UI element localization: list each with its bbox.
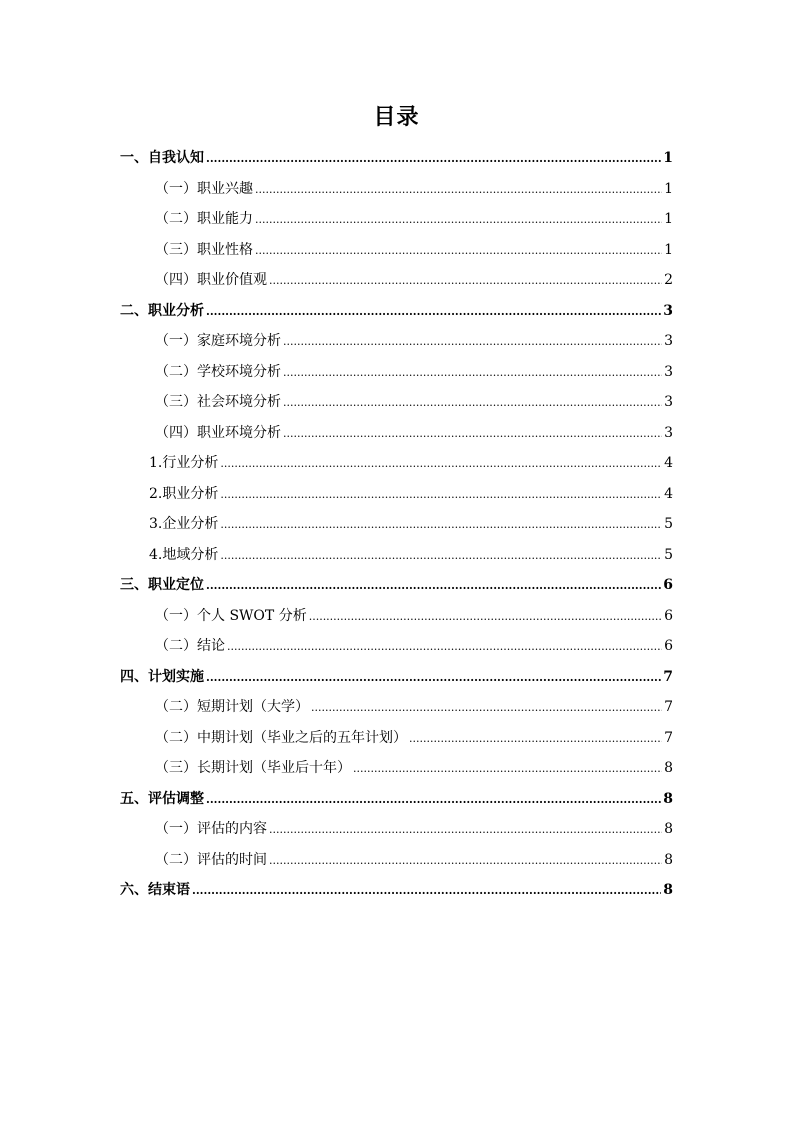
- toc-subsection-entry[interactable]: [155, 757, 673, 779]
- toc-page-number: 8: [664, 760, 673, 776]
- toc-section-entry[interactable]: [120, 879, 673, 901]
- toc-entry-text: （三）社会环境分析: [155, 394, 281, 410]
- toc-section-entry[interactable]: [120, 147, 673, 169]
- toc-page-number: 1: [664, 242, 673, 258]
- toc-page-number: 8: [663, 791, 673, 807]
- toc-dot-leader: [220, 458, 662, 469]
- toc-entry-text: （四）职业价值观: [155, 272, 267, 288]
- toc-subsection-entry[interactable]: [155, 818, 673, 840]
- toc-dot-leader: [227, 641, 662, 652]
- toc-item-entry[interactable]: [149, 452, 673, 474]
- toc-page-number: 4: [664, 486, 673, 502]
- toc-page-number: 1: [663, 150, 673, 166]
- toc-dot-leader: [192, 885, 661, 896]
- toc-entry-text: （三）职业性格: [155, 242, 253, 258]
- toc-dot-leader: [255, 184, 662, 195]
- toc-page-number: 7: [664, 699, 673, 715]
- toc-dot-leader: [255, 245, 662, 256]
- toc-page-number: 8: [663, 882, 673, 898]
- toc-dot-leader: [255, 214, 662, 225]
- toc-page-number: 3: [663, 303, 673, 319]
- toc-entry-text: （一）个人 SWOT 分析: [155, 608, 307, 624]
- toc-subsection-entry[interactable]: [155, 849, 673, 871]
- toc-entry-text: （一）职业兴趣: [155, 181, 253, 197]
- toc-section-entry[interactable]: [120, 300, 673, 322]
- toc-page-number: 7: [663, 669, 673, 685]
- toc-subsection-entry[interactable]: [155, 635, 673, 657]
- toc-page-number: 3: [664, 425, 673, 441]
- toc-dot-leader: [206, 153, 661, 164]
- toc-dot-leader: [311, 702, 662, 713]
- toc-entry-text: （二）中期计划（毕业之后的五年计划）: [155, 730, 407, 746]
- toc-dot-leader: [269, 824, 662, 835]
- toc-page-number: 8: [664, 821, 673, 837]
- toc-dot-leader: [269, 855, 662, 866]
- toc-page-number: 6: [663, 577, 673, 593]
- toc-entry-text: （三）长期计划（毕业后十年）: [155, 760, 351, 776]
- toc-dot-leader: [206, 306, 661, 317]
- toc-page-number: 3: [664, 333, 673, 349]
- toc-page-number: 2: [664, 272, 673, 288]
- toc-entry-text: 4.地域分析: [149, 547, 219, 563]
- toc-page-number: 7: [664, 730, 673, 746]
- toc-entry-text: （二）评估的时间: [155, 852, 267, 868]
- toc-subsection-entry[interactable]: [155, 391, 673, 413]
- toc-dot-leader: [283, 367, 662, 378]
- toc-subsection-entry[interactable]: [155, 269, 673, 291]
- toc-entry-text: 二、职业分析: [120, 303, 204, 319]
- toc-page-number: 6: [664, 608, 673, 624]
- toc-subsection-entry[interactable]: [155, 727, 673, 749]
- toc-dot-leader: [220, 519, 662, 530]
- toc-page-number: 6: [664, 638, 673, 654]
- toc-subsection-entry[interactable]: [155, 330, 673, 352]
- toc-dot-leader: [283, 428, 662, 439]
- toc-subsection-entry[interactable]: [155, 696, 673, 718]
- toc-page-number: 3: [664, 394, 673, 410]
- toc-item-entry[interactable]: [149, 483, 673, 505]
- toc-subsection-entry[interactable]: [155, 361, 673, 383]
- toc-page-number: 5: [664, 516, 673, 532]
- toc-entry-text: 3.企业分析: [149, 516, 219, 532]
- toc-page-number: 3: [664, 364, 673, 380]
- toc-entry-text: 五、评估调整: [120, 791, 204, 807]
- toc-entry-text: 四、计划实施: [120, 669, 204, 685]
- toc-dot-leader: [409, 733, 662, 744]
- toc-entry-text: 2.职业分析: [149, 486, 219, 502]
- toc-entry-text: （一）家庭环境分析: [155, 333, 281, 349]
- toc-dot-leader: [206, 794, 661, 805]
- toc-subsection-entry[interactable]: [155, 178, 673, 200]
- toc-entry-text: 一、自我认知: [120, 150, 204, 166]
- toc-dot-leader: [309, 611, 662, 622]
- toc-entry-text: （二）职业能力: [155, 211, 253, 227]
- toc-entry-text: （四）职业环境分析: [155, 425, 281, 441]
- toc-dot-leader: [353, 763, 662, 774]
- toc-entry-text: 六、结束语: [120, 882, 190, 898]
- toc-entry-text: （二）学校环境分析: [155, 364, 281, 380]
- toc-page-number: 1: [664, 211, 673, 227]
- toc-item-entry[interactable]: [149, 513, 673, 535]
- toc-subsection-entry[interactable]: [155, 605, 673, 627]
- toc-dot-leader: [220, 489, 662, 500]
- toc-entry-text: （二）短期计划（大学）: [155, 699, 309, 715]
- toc-subsection-entry[interactable]: [155, 422, 673, 444]
- toc-page-number: 1: [664, 181, 673, 197]
- toc-subsection-entry[interactable]: [155, 208, 673, 230]
- toc-section-entry[interactable]: [120, 788, 673, 810]
- toc-entry-text: （二）结论: [155, 638, 225, 654]
- toc-entry-text: 三、职业定位: [120, 577, 204, 593]
- toc-dot-leader: [220, 550, 662, 561]
- toc-page-number: 8: [664, 852, 673, 868]
- toc-page-number: 4: [664, 455, 673, 471]
- toc-section-entry[interactable]: [120, 574, 673, 596]
- toc-dot-leader: [269, 275, 662, 286]
- page-title: 目录: [373, 105, 420, 130]
- toc-dot-leader: [206, 672, 661, 683]
- toc-dot-leader: [283, 397, 662, 408]
- toc-page-number: 5: [664, 547, 673, 563]
- toc-item-entry[interactable]: [149, 544, 673, 566]
- toc-subsection-entry[interactable]: [155, 239, 673, 261]
- toc-section-entry[interactable]: [120, 666, 673, 688]
- toc-entry-text: （一）评估的内容: [155, 821, 267, 837]
- toc-dot-leader: [206, 580, 661, 591]
- toc-dot-leader: [283, 336, 662, 347]
- toc-entry-text: 1.行业分析: [149, 455, 219, 471]
